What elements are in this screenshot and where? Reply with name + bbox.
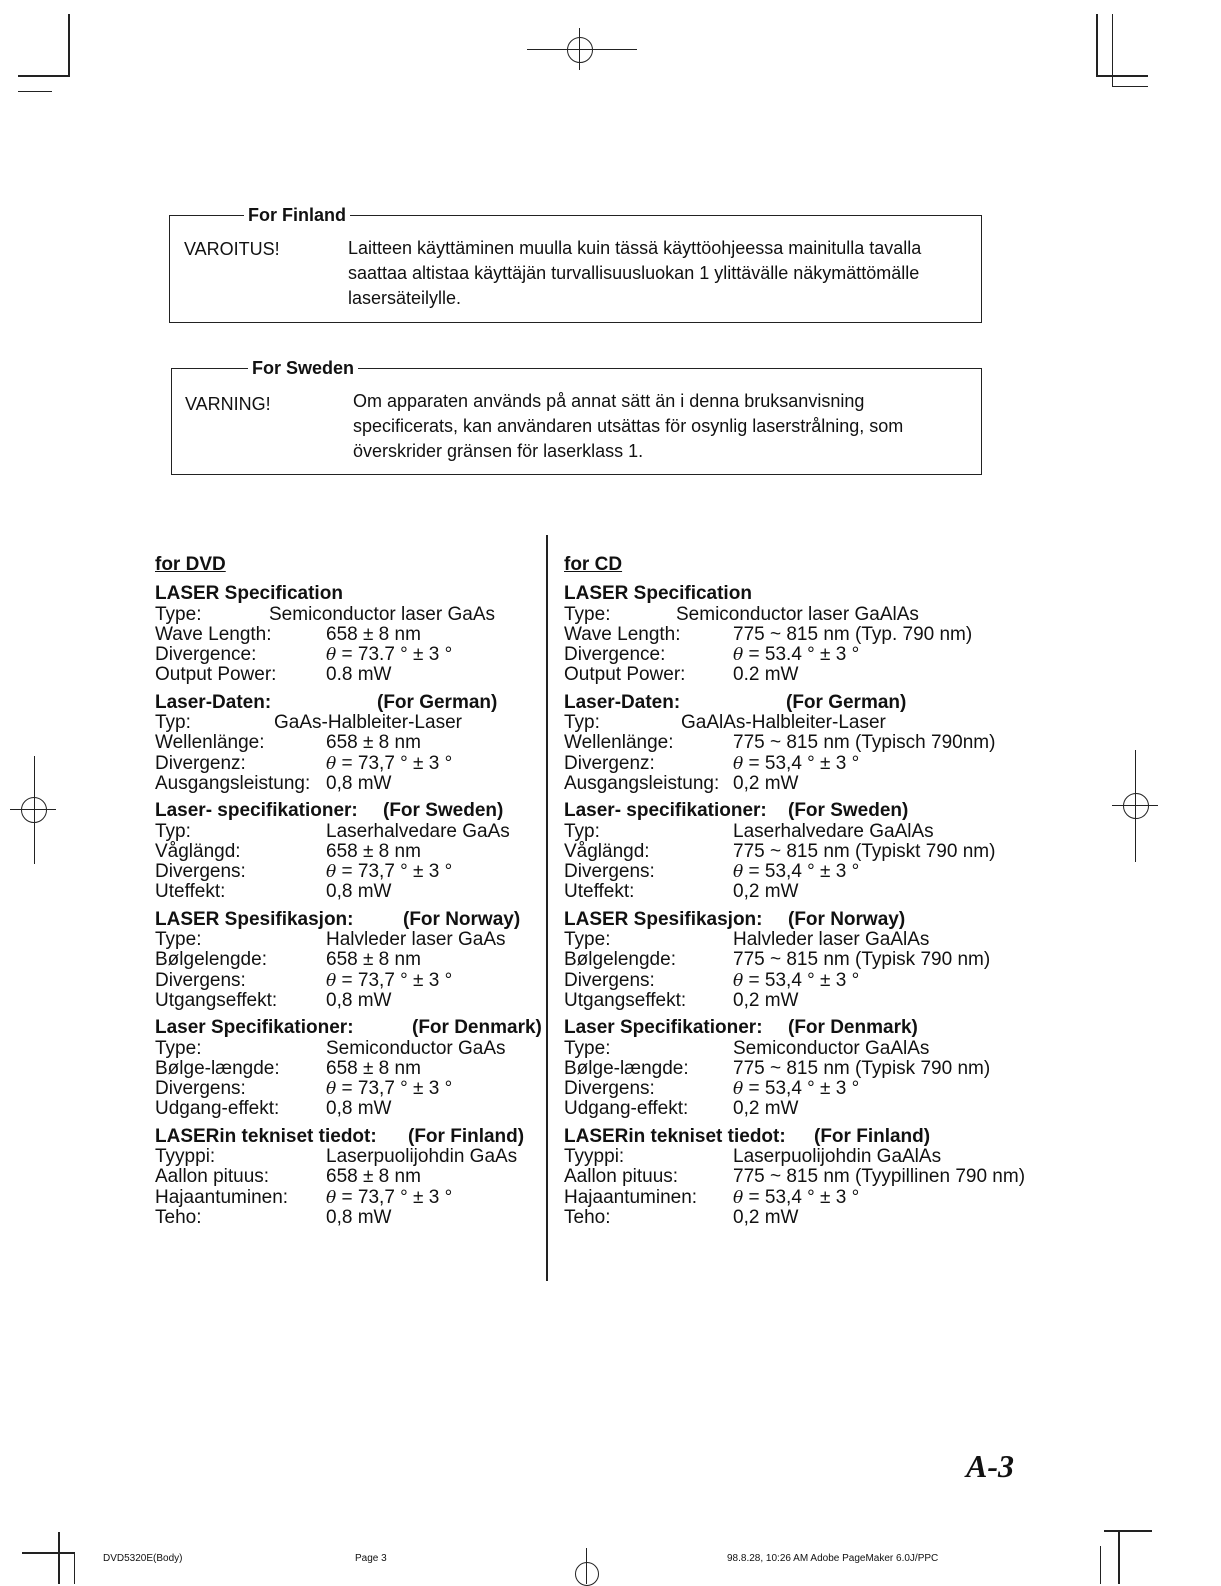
spec-label: Divergence: [155, 644, 257, 666]
spec-label: Våglängd: [564, 840, 650, 862]
notice-line: lasersäteilylle. [348, 288, 462, 308]
spec-value: 775 ~ 815 nm (Typisch 790nm) [733, 732, 996, 754]
spec-section [564, 693, 1054, 794]
spec-value: θ = 73,7 ° ± 3 ° [326, 752, 453, 774]
spec-value: θ = 53,4 ° ± 3 ° [733, 969, 860, 991]
spec-section-title [155, 910, 535, 930]
section-title-text: LASERin tekniset tiedot: [155, 1125, 377, 1147]
spec-row [155, 774, 535, 794]
spec-row [155, 1059, 535, 1079]
spec-value: Laserpuolijohdin GaAlAs [733, 1146, 942, 1168]
section-title-text: LASERin tekniset tiedot: [564, 1125, 786, 1147]
spec-row [155, 1099, 535, 1119]
spec-section [155, 801, 535, 902]
spec-row [155, 625, 535, 645]
spec-value: Laserpuolijohdin GaAs [326, 1146, 518, 1168]
spec-value: 658 ± 8 nm [326, 840, 421, 862]
spec-row [564, 882, 1054, 902]
spec-value: Halvleder laser GaAs [326, 929, 506, 951]
spec-label: Bølgelengde: [155, 949, 267, 971]
column-divider [546, 535, 548, 1281]
notice-line: överskrider gränsen för laserklass 1. [353, 441, 644, 461]
spec-value: 658 ± 8 nm [326, 623, 421, 645]
spec-label: Teho: [564, 1206, 611, 1228]
notice-label: VAROITUS! [184, 239, 280, 259]
spec-value: 0.8 mW [326, 664, 392, 686]
spec-label: Divergens: [564, 861, 655, 883]
section-title-text: Laser Specifikationer: [564, 1017, 763, 1039]
spec-section-title [155, 1017, 542, 1039]
spec-row [564, 733, 1054, 753]
spec-value: 0,2 mW [733, 772, 799, 794]
section-title-text: LASER Specification [155, 583, 343, 605]
column-heading: for CD [564, 554, 623, 575]
section-country: (For Sweden) [788, 800, 909, 822]
dvd-column [155, 554, 542, 1235]
spec-label: Bølge-længde: [155, 1057, 280, 1079]
spec-row [564, 754, 1054, 774]
section-country: (For German) [377, 691, 498, 713]
spec-section-title [564, 1127, 1054, 1147]
spec-row [155, 1167, 535, 1187]
spec-label: Wellenlänge: [564, 732, 674, 754]
spec-row [564, 991, 1054, 1011]
spec-label: Bølgelengde: [564, 949, 676, 971]
spec-row [564, 665, 1054, 685]
section-country: (For Denmark) [412, 1017, 542, 1039]
spec-label: Output Power: [155, 664, 277, 686]
spec-row [564, 1079, 1054, 1099]
spec-row [564, 930, 1054, 950]
spec-value: 775 ~ 815 nm (Typ. 790 nm) [733, 623, 973, 645]
spec-section-title [155, 693, 535, 713]
notice-line: specificerats, kan användaren utsättas för osynlig laserstrålning, som [353, 416, 904, 436]
spec-label: Typ: [564, 712, 600, 734]
spec-value: 775 ~ 815 nm (Tyypillinen 790 nm) [733, 1166, 1026, 1188]
spec-section [564, 584, 1054, 685]
spec-label: Divergens: [564, 969, 655, 991]
spec-label: Divergenz: [564, 752, 655, 774]
spec-row [564, 1059, 1054, 1079]
spec-value: θ = 73,7 ° ± 3 ° [326, 861, 453, 883]
spec-label: Divergence: [564, 644, 666, 666]
notice-finland [169, 205, 982, 323]
spec-row [155, 991, 535, 1011]
spec-section [155, 910, 535, 1011]
spec-row [155, 842, 535, 862]
spec-label: Divergenz: [155, 752, 246, 774]
spec-section-title [564, 584, 1054, 604]
spec-value: 0,2 mW [733, 881, 799, 903]
spec-row [155, 862, 535, 882]
spec-value: θ = 53,4 ° ± 3 ° [733, 752, 860, 774]
spec-row [564, 625, 1054, 645]
section-title-text: Laser- specifikationer: [155, 800, 358, 822]
spec-row [155, 822, 535, 842]
spec-section-title [564, 801, 1054, 821]
column-heading: for DVD [155, 554, 226, 575]
spec-section-title [564, 693, 1054, 713]
spec-section [155, 1017, 542, 1120]
notice-title: For Finland [244, 204, 350, 226]
spec-row [564, 1099, 1054, 1119]
spec-value: θ = 53,4 ° ± 3 ° [733, 861, 860, 883]
spec-section [155, 1127, 535, 1228]
spec-label: Type: [155, 1037, 202, 1059]
footer-right: 98.8.28, 10:26 AM Adobe PageMaker 6.0J/PPC [727, 1553, 939, 1564]
spec-label: Ausgangsleistung: [155, 772, 311, 794]
spec-row [155, 733, 535, 753]
spec-row [564, 645, 1054, 665]
spec-row [564, 971, 1054, 991]
spec-section-title [155, 801, 535, 821]
spec-row [155, 754, 535, 774]
spec-label: Udgang-effekt: [155, 1098, 280, 1120]
spec-value: 0,2 mW [733, 1206, 799, 1228]
spec-value: 658 ± 8 nm [326, 1057, 421, 1079]
spec-label: Wellenlänge: [155, 732, 265, 754]
notice-sweden [171, 358, 982, 475]
section-country: (For Finland) [408, 1125, 525, 1147]
spec-value: θ = 73,7 ° ± 3 ° [326, 969, 453, 991]
spec-row [155, 882, 535, 902]
spec-label: Teho: [155, 1206, 202, 1228]
section-country: (For Denmark) [788, 1017, 918, 1039]
spec-value: 0,8 mW [326, 1098, 392, 1120]
spec-label: Utgangseffekt: [564, 989, 687, 1011]
spec-label: Type: [564, 1037, 611, 1059]
spec-row [564, 1039, 1054, 1059]
spec-value: θ = 73,7 ° ± 3 ° [326, 1186, 453, 1208]
spec-section [564, 1018, 1054, 1119]
notice-title: For Sweden [248, 357, 358, 379]
spec-value: 658 ± 8 nm [326, 949, 421, 971]
spec-value: Semiconductor GaAlAs [733, 1037, 930, 1059]
spec-label: Type: [155, 603, 202, 625]
section-title-text: Laser- specifikationer: [564, 800, 767, 822]
section-title-text: LASER Spesifikasjon: [155, 908, 354, 930]
spec-row [155, 1188, 535, 1208]
spec-label: Uteffekt: [564, 881, 635, 903]
spec-value: Semiconductor laser GaAlAs [676, 603, 919, 625]
spec-label: Type: [564, 929, 611, 951]
spec-value: 658 ± 8 nm [326, 732, 421, 754]
spec-value: 775 ~ 815 nm (Typiskt 790 nm) [733, 840, 996, 862]
spec-row [155, 665, 535, 685]
section-title-text: Laser-Daten: [564, 691, 681, 713]
spec-value: 0.2 mW [733, 664, 799, 686]
spec-value: 775 ~ 815 nm (Typisk 790 nm) [733, 949, 991, 971]
spec-row [564, 605, 1054, 625]
spec-section-title [155, 584, 535, 604]
spec-row [564, 862, 1054, 882]
spec-value: θ = 53.4 ° ± 3 ° [733, 644, 860, 666]
spec-label: Wave Length: [155, 623, 272, 645]
spec-value: Laserhalvedare GaAs [326, 820, 510, 842]
spec-label: Bølge-længde: [564, 1057, 689, 1079]
spec-row [564, 1208, 1054, 1228]
spec-value: 0,8 mW [326, 881, 392, 903]
spec-row [564, 950, 1054, 970]
spec-section [564, 910, 1054, 1011]
spec-row [564, 842, 1054, 862]
cd-column [564, 555, 1054, 1235]
spec-row [155, 971, 535, 991]
spec-label: Våglängd: [155, 840, 241, 862]
section-country: (For Norway) [788, 908, 906, 930]
spec-value: GaAs-Halbleiter-Laser [274, 712, 462, 734]
spec-row [155, 713, 535, 733]
spec-row [155, 605, 535, 625]
spec-label: Hajaantuminen: [155, 1186, 289, 1208]
spec-label: Divergens: [564, 1078, 655, 1100]
spec-section [564, 1127, 1054, 1228]
spec-label: Typ: [155, 820, 191, 842]
section-country: (For German) [786, 691, 907, 713]
spec-value: Semiconductor GaAs [326, 1037, 506, 1059]
section-country: (For Finland) [814, 1125, 931, 1147]
section-country: (For Norway) [403, 908, 521, 930]
spec-value: θ = 53,4 ° ± 3 ° [733, 1186, 860, 1208]
spec-row [564, 1147, 1054, 1167]
spec-label: Uteffekt: [155, 881, 226, 903]
spec-section-title [564, 910, 1054, 930]
spec-label: Tyyppi: [564, 1146, 625, 1168]
spec-label: Divergens: [155, 861, 246, 883]
spec-row [564, 713, 1054, 733]
footer-left: DVD5320E(Body) [103, 1553, 183, 1564]
spec-row [155, 1079, 535, 1099]
spec-label: Aallon pituus: [155, 1166, 270, 1188]
spec-label: Ausgangsleistung: [564, 772, 720, 794]
notice-line: Om apparaten används på annat sätt än i denna bruksanvisning [353, 391, 865, 411]
spec-label: Tyyppi: [155, 1146, 216, 1168]
spec-section-title [155, 1127, 535, 1147]
spec-label: Typ: [564, 820, 600, 842]
spec-value: 658 ± 8 nm [326, 1166, 421, 1188]
spec-value: Semiconductor laser GaAs [269, 603, 495, 625]
spec-section-title [564, 1018, 1054, 1038]
spec-row [155, 950, 535, 970]
spec-section [155, 693, 535, 794]
spec-value: 0,8 mW [326, 772, 392, 794]
section-title-text: LASER Specification [564, 583, 752, 605]
notice-line: saattaa altistaa käyttäjän turvallisuusluokan 1 ylittävälle näkymättömälle [348, 263, 920, 283]
spec-label: Wave Length: [564, 623, 681, 645]
notice-text [348, 236, 921, 311]
spec-value: 0,8 mW [326, 989, 392, 1011]
spec-value: 0,2 mW [733, 1098, 799, 1120]
spec-label: Utgangseffekt: [155, 989, 278, 1011]
spec-row [155, 1208, 535, 1228]
spec-label: Output Power: [564, 664, 686, 686]
section-country: (For Sweden) [383, 800, 504, 822]
spec-row [155, 645, 535, 665]
spec-label: Hajaantuminen: [564, 1186, 698, 1208]
section-title-text: Laser-Daten: [155, 691, 272, 713]
spec-value: 0,2 mW [733, 989, 799, 1011]
spec-value: θ = 73,7 ° ± 3 ° [326, 1078, 453, 1100]
page-number: A-3 [966, 1448, 1014, 1484]
spec-label: Type: [564, 603, 611, 625]
spec-value: 0,8 mW [326, 1206, 392, 1228]
spec-row [564, 1167, 1054, 1187]
spec-row [564, 1188, 1054, 1208]
section-title-text: LASER Spesifikasjon: [564, 908, 763, 930]
notice-line: Laitteen käyttäminen muulla kuin tässä käyttöohjeessa mainitulla tavalla [348, 238, 922, 258]
spec-label: Udgang-effekt: [564, 1098, 689, 1120]
spec-section [564, 801, 1054, 902]
notice-text [353, 389, 903, 464]
section-title-text: Laser Specifikationer: [155, 1017, 354, 1039]
spec-label: Divergens: [155, 969, 246, 991]
spec-value: Laserhalvedare GaAlAs [733, 820, 934, 842]
spec-row [155, 930, 535, 950]
spec-value: GaAlAs-Halbleiter-Laser [681, 712, 886, 734]
spec-label: Divergens: [155, 1078, 246, 1100]
spec-row [564, 822, 1054, 842]
spec-label: Typ: [155, 712, 191, 734]
spec-value: θ = 73.7 ° ± 3 ° [326, 644, 453, 666]
spec-label: Type: [155, 929, 202, 951]
footer-middle: Page 3 [355, 1553, 387, 1564]
spec-value: 775 ~ 815 nm (Typisk 790 nm) [733, 1057, 991, 1079]
spec-row [155, 1147, 535, 1167]
spec-label: Aallon pituus: [564, 1166, 679, 1188]
spec-section [155, 584, 535, 685]
spec-row [155, 1039, 535, 1059]
spec-value: θ = 53,4 ° ± 3 ° [733, 1078, 860, 1100]
spec-row [564, 774, 1054, 794]
notice-label: VARNING! [185, 394, 271, 414]
spec-value: Halvleder laser GaAlAs [733, 929, 930, 951]
